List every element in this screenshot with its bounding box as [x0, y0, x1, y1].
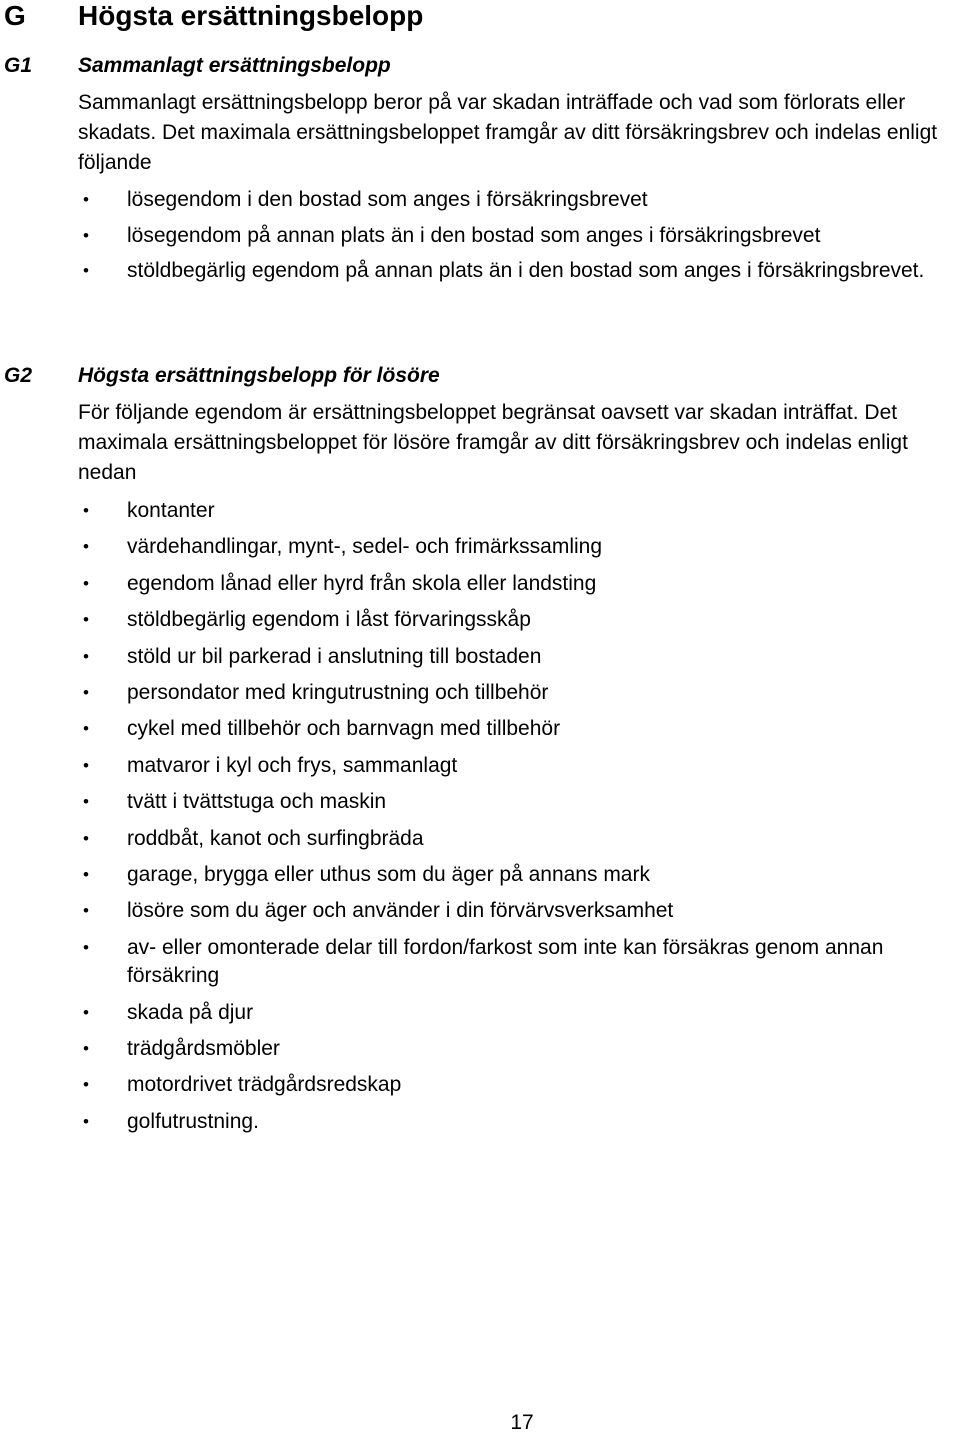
list-item-text: golfutrustning.	[127, 1109, 259, 1133]
bullet-icon: •	[83, 792, 89, 812]
section-intro-g2: För följande egendom är ersättningsbeloppet begränsat oavsett var skadan inträffat. Det maximala ersättningsbeloppet för lösöre framgår av ditt försäkringsbrev och indelas enligt nedan	[78, 401, 908, 484]
section-number-g2: G2	[4, 364, 33, 387]
bullet-icon: •	[83, 537, 89, 557]
bullet-icon: •	[83, 828, 89, 848]
list-item-text: tvätt i tvättstuga och maskin	[127, 790, 387, 814]
section-title-g2: Högsta ersättningsbelopp för lösöre	[78, 364, 440, 387]
bullet-icon: •	[83, 501, 89, 520]
list-item	[78, 897, 960, 926]
page-number: 17	[510, 1411, 534, 1434]
section-number-g1: G1	[4, 54, 33, 77]
bullet-list-g2	[78, 497, 960, 1144]
list-item	[78, 497, 960, 526]
bullet-icon: •	[83, 1002, 89, 1022]
list-item	[78, 999, 960, 1028]
list-item-text: kontanter	[127, 499, 215, 522]
list-item	[78, 570, 960, 599]
list-item-text: lösöre som du äger och använder i din förvärvsverksamhet	[127, 899, 674, 923]
list-item	[78, 643, 960, 672]
list-item-text: stöldbegärlig egendom i låst förvaringsskåp	[127, 608, 531, 632]
list-item-text: roddbåt, kanot och surfingbräda	[127, 826, 424, 850]
list-item-text: lösegendom på annan plats än i den bostad som anges i försäkringsbrevet	[127, 223, 821, 247]
list-item	[78, 606, 960, 635]
list-item-text: garage, brygga eller uthus som du äger på annans mark	[127, 862, 650, 886]
list-item-text: trädgårdsmöbler	[127, 1036, 280, 1060]
list-item	[78, 934, 960, 991]
list-item-text: matvaror i kyl och frys, sammanlagt	[127, 753, 458, 777]
list-item	[78, 1035, 960, 1064]
bullet-icon: •	[83, 646, 89, 666]
list-item	[78, 679, 960, 708]
bullet-icon: •	[83, 719, 89, 739]
bullet-icon: •	[83, 901, 89, 921]
bullet-icon: •	[83, 1111, 89, 1131]
list-item	[78, 186, 960, 215]
section-title-g1: Sammanlagt ersättningsbelopp	[78, 54, 391, 77]
bullet-icon: •	[83, 1038, 89, 1058]
list-item-text: cykel med tillbehör och barnvagn med tillbehör	[127, 717, 561, 741]
bullet-icon: •	[83, 573, 89, 593]
bullet-icon: •	[83, 1075, 89, 1095]
list-item-text: värdehandlingar, mynt-, sedel- och frimärkssamling	[127, 535, 603, 559]
list-item	[78, 222, 960, 251]
bullet-icon: •	[83, 755, 89, 775]
list-item	[78, 715, 960, 744]
list-item-text: egendom lånad eller hyrd från skola eller landsting	[127, 571, 597, 595]
list-item	[78, 788, 960, 817]
chapter-number: G	[4, 0, 26, 31]
list-item-text: lösegendom i den bostad som anges i försäkringsbrevet	[127, 188, 648, 211]
list-item-text: persondator med kringutrustning och tillbehör	[127, 680, 549, 704]
list-item	[78, 257, 960, 286]
list-item	[78, 1071, 960, 1100]
bullet-icon: •	[83, 864, 89, 884]
chapter-title: Högsta ersättningsbelopp	[78, 0, 424, 31]
list-item-text: av- eller omonterade delar till fordon/farkost som inte kan försäkras genom annan försäkring	[127, 935, 884, 988]
list-item	[78, 825, 960, 854]
list-item-text: motordrivet trädgårdsredskap	[127, 1073, 402, 1097]
list-item	[78, 752, 960, 781]
bullet-icon: •	[83, 610, 89, 630]
bullet-icon: •	[83, 190, 89, 209]
list-item-text: stöld ur bil parkerad i anslutning till bostaden	[127, 644, 542, 668]
bullet-icon: •	[83, 261, 89, 280]
bullet-icon: •	[83, 937, 89, 957]
bullet-icon: •	[83, 682, 89, 702]
list-item-text: skada på djur	[127, 1000, 254, 1024]
bullet-list-g1	[78, 186, 960, 293]
bullet-icon: •	[83, 225, 89, 245]
list-item	[78, 861, 960, 890]
list-item	[78, 1108, 960, 1137]
list-item	[78, 533, 960, 562]
list-item-text: stöldbegärlig egendom på annan plats än i den bostad som anges i försäkringsbrevet.	[127, 259, 925, 282]
section-intro-g1: Sammanlagt ersättningsbelopp beror på var skadan inträffade och vad som förlorats eller skadats. Det maximala ersättningsbeloppet framgår av ditt försäkringsbrev och indelas enligt följande	[78, 91, 938, 174]
